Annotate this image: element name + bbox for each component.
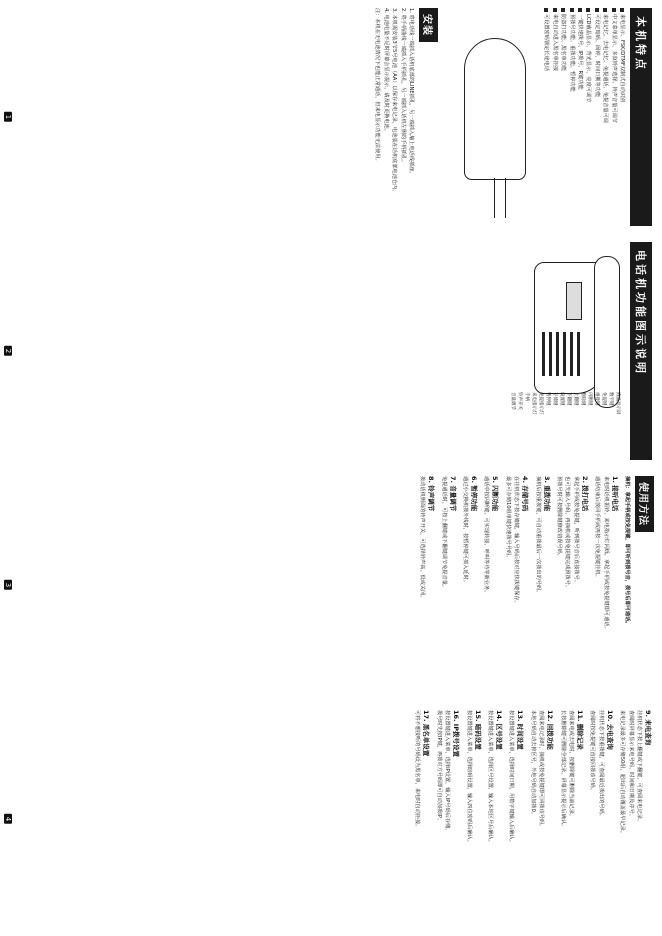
phone-side-illustration: [446, 8, 536, 226]
feature-item: 一键快速拨号、IP拨号、R键功能: [576, 8, 584, 226]
lcd-screen: [566, 282, 582, 320]
section-line: 预拨号时可按删除键修改错误号码。: [555, 476, 562, 560]
callout-label: 暂停键: [545, 392, 550, 406]
callout-label: 设置键: [559, 392, 564, 406]
callout-label: 重拨键: [594, 392, 599, 406]
install-line: 注：本机在无电池情况下也能正常通话，但来电显示功能无法使用。: [374, 8, 381, 164]
section-line: 拨动话机侧面的铃声开关，可选择铃声高、低或关闭。: [419, 476, 426, 601]
section-line: 免提通话时，可按上翻键或下翻键调节免提音量。: [440, 476, 447, 591]
callout-label: 删除键: [580, 392, 585, 406]
section-head: 12. 回拨功能: [546, 710, 555, 750]
keypad: [542, 332, 582, 376]
panel-functions: [0, 702, 662, 936]
section-line: 来电时话机振铃，来电指示灯闪烁，拿起手柄或按免提键即可通话。: [602, 476, 609, 632]
section-line: 也可先输入号码，再摘机或按免提键完成预拨号。: [564, 476, 571, 591]
section-head: 7. 音量调节: [448, 476, 457, 512]
usage-title: 使用方法: [635, 476, 654, 532]
page-number: 3: [4, 580, 12, 590]
callout-label: 下翻键: [566, 392, 571, 406]
section-line: 可将不想接听的号码设为黑名单，来电时自动拒接。: [414, 710, 421, 830]
page-number: 2: [4, 346, 12, 356]
section-line: 通话中按闪断键，可实现转接、呼叫等待等新业务。: [483, 476, 490, 596]
section-line: 通过小交换机拨外线时，按暂停键可插入延时。: [461, 476, 468, 585]
feature-item: 可设定暗码、闹钟、时间日期等功能: [592, 8, 600, 226]
section-head: 5. 闪断功能: [491, 476, 500, 512]
section-head: 11. 删除记录: [575, 710, 584, 750]
feature-item: 可设置密码锁定长途电话: [542, 8, 550, 226]
section-line: 查阅来电或去电时，按删除键可删除当前记录。: [567, 710, 574, 819]
feature-item: 来电记忆、去电记忆、免提通话、免提音量可调: [601, 8, 609, 226]
feature-item: 来电自动进入黑名单拒接: [550, 8, 558, 226]
section-line: 最多可存储10组单键快速拨号号码。: [504, 476, 511, 561]
feature-item: LCD液晶显示、背光显示、亮度可调节: [584, 8, 592, 226]
callout-label: 闪断键: [587, 392, 592, 406]
install-line: 3. 本机需安装3节5号电池（AA）以保存来电记录，电池装在话机底部电池仓内。: [391, 8, 398, 195]
section-line: 查阅来电记录时，摘机或按免提键即可回拨该号码。: [538, 710, 545, 830]
page-number: 4: [4, 814, 12, 824]
callout-label: 铃声开关: [517, 392, 522, 410]
install-line: 1. 将电话线一端插入话机底部的LINE插孔，另一端插入墙上电话线插座。: [407, 8, 414, 177]
section-head: 9. 来电查询: [644, 710, 652, 746]
page-number: 1: [4, 112, 12, 122]
handset: [594, 256, 620, 408]
section-head: 14. 区号设置: [494, 710, 503, 750]
section-line: 本地号码自动去掉区号，外地号码自动加拨0。: [529, 710, 536, 818]
section-head: 8. 铃声调节: [427, 476, 436, 512]
section-line: 在挂机状态下按存储键，输入号码后按对应快拨键保存。: [513, 476, 520, 606]
section-head: 17. 黑名单设置: [422, 710, 431, 757]
section-line: 查阅时按免提键可直接回拨该号码。: [589, 710, 596, 794]
feature-item: 防盗打功能、黑名单功能: [559, 8, 567, 226]
callout-label: 数字键: [608, 392, 613, 406]
section-line: 来电记录最多可存储50组，超出后自动覆盖最早记录。: [619, 710, 626, 836]
section-head: 4. 存储号码: [521, 476, 530, 512]
phone-cord: [494, 178, 506, 218]
feature-item: 中文菜单显示、多款铃声选择、铃声音量可调节: [609, 8, 617, 226]
callout-label: 来电指示灯: [531, 392, 536, 415]
feature-item: 预拨号功能、重拨功能、暂停功能: [567, 8, 575, 226]
section-head: 15. 暗码设置: [473, 710, 482, 750]
phone-front-illustration: [506, 242, 626, 460]
section-line: 挂机状态下按上翻键或下翻键，可查阅来电记录。: [636, 710, 642, 825]
section-line: 按设置键进入菜单，选择时间日期，用数字键输入后确认。: [508, 710, 515, 845]
features-list: [542, 8, 626, 226]
feature-item: 来电显示、FSK/DTMF双制式自动识别: [618, 8, 626, 226]
panel-usage: [0, 468, 662, 702]
install-line: 2. 将手柄曲线一端插入手柄插孔，另一端插入话机左侧的手柄插孔。: [399, 8, 406, 166]
section-head: 10. 去电查询: [605, 710, 614, 750]
section-line: 拿起手柄或按免提键，听到拨号音后直接拨号。: [572, 476, 579, 585]
install-title: 安装: [419, 8, 438, 42]
section-head: 3. 重拨功能: [542, 476, 551, 512]
section-head: 2. 拨打电话: [580, 476, 589, 512]
section-line: 拨号时先按IP键，再拨对方号码即可自动加拨IP。: [435, 710, 442, 824]
section-head: 13. 时间设置: [516, 710, 525, 750]
section-line: 挂机状态下按重拨键，可查阅最近拨出的号码。: [597, 710, 604, 819]
section-line: 按设置键进入菜单，选择区号设置，输入本地区号后确认。: [486, 710, 493, 845]
diagram-title: 电话机功能图示说明: [630, 242, 652, 460]
section-line: 查阅时屏幕显示来电号码、时间和日期及序号。: [627, 710, 634, 819]
install-line: 4. 电池电量不足时屏幕会显示提示，请及时更换电池。: [382, 8, 389, 134]
usage-intro: 摘机：拿起手柄或按免提键，即可听到拨号音，拨号后即可通话。: [624, 476, 630, 627]
callout-label: 免提键: [601, 392, 606, 406]
callout-label: 存储键: [552, 392, 557, 406]
phone-side-shape: [464, 38, 526, 180]
section-head: 6. 暂停功能: [469, 476, 478, 512]
callout-label: 上翻键: [573, 392, 578, 406]
section-head: 16. IP拨号设置: [452, 710, 461, 757]
panel-diagram: [0, 234, 662, 468]
panel-features-install: [0, 0, 662, 234]
section-line: 按设置键进入菜单，选择IP设置，输入IP号码后存储。: [444, 710, 451, 834]
section-line: 摘机后按重拨键，可自动重拨最后一次拨出的号码。: [534, 476, 541, 596]
section-line: 按设置键进入菜单，选择暗码设置，输入四位密码后确认。: [465, 710, 472, 845]
callout-label: 手柄: [524, 392, 529, 401]
section-line: 通话结束后放回手柄或再按一次免提键挂机。: [594, 476, 601, 580]
callout-label: 免提指示灯: [538, 392, 543, 415]
features-title: 本机特点: [630, 8, 652, 226]
callout-label: 液晶显示屏: [615, 392, 620, 415]
section-line: 长按删除键可删除全部记录，屏幕显示提示后确认。: [559, 710, 566, 830]
callout-label: 音量调节: [510, 392, 515, 410]
section-head: 1. 接听电话: [610, 476, 619, 512]
install-text: [373, 8, 415, 226]
